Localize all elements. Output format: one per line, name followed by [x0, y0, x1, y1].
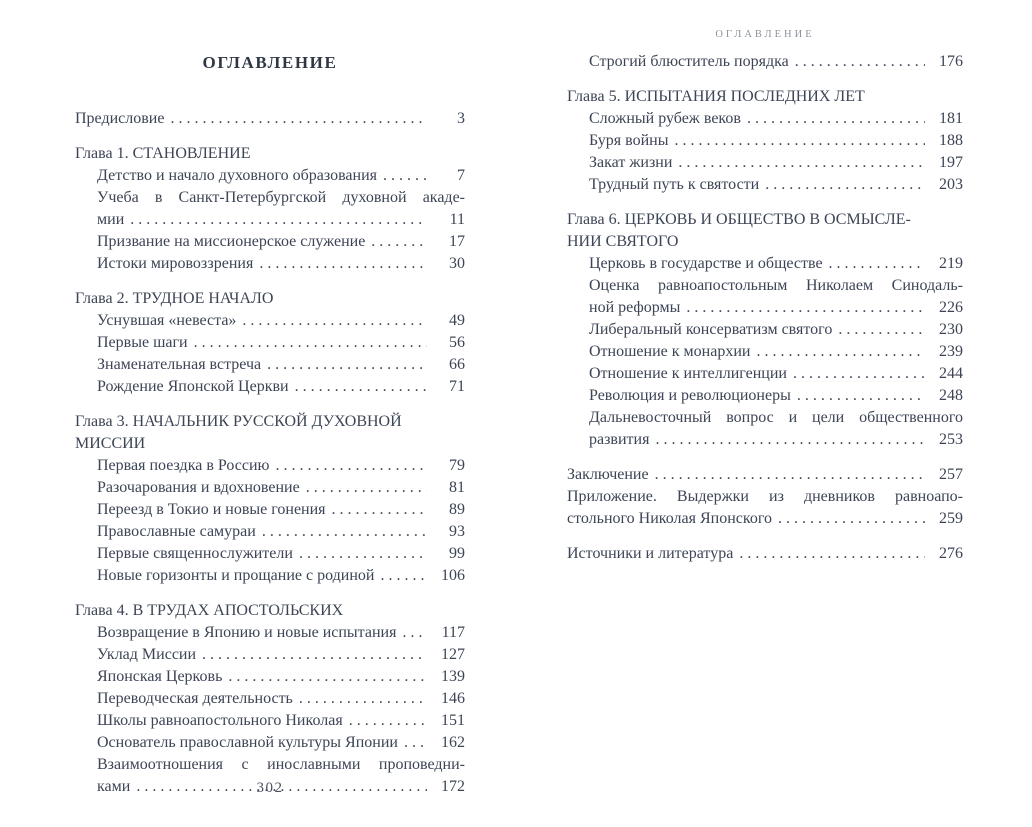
toc-entry [75, 688, 465, 710]
entry-label: Предисловие [75, 110, 165, 127]
page-number: 66 [449, 356, 465, 373]
left-page [75, 52, 465, 798]
entry-label: Истоки мировоззрения [97, 255, 254, 272]
entry-row [97, 644, 465, 666]
page-number: 93 [449, 523, 465, 540]
toc-entry [567, 253, 963, 275]
page-number: 226 [939, 299, 963, 316]
page-number: 219 [939, 255, 963, 272]
dot-leader [371, 231, 427, 253]
entry-label: ками [97, 778, 131, 795]
chapter-heading: Глава 4. В ТРУДАХ АПОСТОЛЬСКИХ [75, 602, 344, 619]
chapter-heading: Глава 1. СТАНОВЛЕНИЕ [75, 145, 251, 162]
entry-row [97, 477, 465, 499]
entry-label: Уклад Миссии [97, 646, 197, 663]
toc-entry [75, 332, 465, 354]
entry-row [589, 51, 963, 73]
entry-row [97, 622, 465, 644]
toc-entry [567, 174, 963, 196]
toc-entry [567, 130, 963, 152]
entry-row [97, 310, 465, 332]
entry-label: Учеба в Санкт-Петербургской духовной акаде- [97, 189, 465, 206]
entry-label: Новые горизонты и прощание с родиной [97, 567, 375, 584]
page-number: 239 [939, 343, 963, 360]
dot-leader [299, 688, 427, 710]
entry-label: Переезд в Токио и новые гонения [97, 501, 326, 518]
entry-row [589, 253, 963, 275]
entry-label: Православные самураи [97, 523, 256, 540]
dot-leader [332, 499, 427, 521]
toc-entry [75, 376, 465, 398]
dot-leader [242, 310, 427, 332]
entry-row [97, 231, 465, 253]
page-number: 146 [441, 690, 465, 707]
toc-entry [75, 710, 465, 732]
toc-entry [75, 543, 465, 565]
dot-leader [276, 455, 428, 477]
dot-leader [130, 209, 427, 231]
entry-label: Взаимоотношения с инославными проповедни- [97, 756, 465, 773]
entry-row [97, 732, 465, 754]
page-number: 276 [939, 545, 963, 562]
entry-row [567, 508, 963, 530]
toc-block [567, 464, 963, 530]
entry-label: Первые священнослужители [97, 545, 293, 562]
entry-row [589, 341, 963, 363]
entry-row [97, 543, 465, 565]
toc-entry [567, 319, 963, 341]
dot-leader [739, 543, 925, 565]
entry-row [97, 376, 465, 398]
dot-leader [262, 521, 427, 543]
toc-block [567, 209, 963, 451]
page-number: 117 [441, 624, 465, 641]
entry-row [589, 429, 963, 451]
toc-entry [567, 152, 963, 174]
chapter-heading: МИССИИ [75, 435, 146, 452]
dot-leader [674, 130, 925, 152]
page-number: 11 [449, 211, 465, 228]
entry-row [97, 499, 465, 521]
entry-label: Дальневосточный вопрос и цели общественного [589, 409, 963, 426]
dot-leader [402, 622, 427, 644]
entry-label: развития [589, 431, 650, 448]
left-page-toc-blocks [75, 108, 465, 798]
entry-label: Церковь в государстве и обществе [589, 255, 823, 272]
entry-label: Первая поездка в Россию [97, 457, 270, 474]
entry-label: Отношение к монархии [589, 343, 751, 360]
entry-label: Либеральный консерватизм святого [589, 321, 833, 338]
entry-label: Призвание на миссионерское служение [97, 233, 366, 250]
dot-leader [404, 732, 427, 754]
toc-entry [75, 231, 465, 253]
entry-label: Сложный рубеж веков [589, 110, 741, 127]
chapter-heading: Глава 6. ЦЕРКОВЬ И ОБЩЕСТВО В ОСМЫСЛЕ- [567, 211, 911, 228]
entry-row [97, 710, 465, 732]
toc-entry [567, 275, 963, 319]
toc-entry [75, 108, 465, 130]
dot-leader [756, 341, 925, 363]
entry-label: Рождение Японской Церкви [97, 378, 289, 395]
dot-leader [295, 376, 427, 398]
page-number: 17 [449, 233, 465, 250]
entry-label: Знаменательная встреча [97, 356, 262, 373]
toc-entry [567, 486, 963, 530]
right-page [567, 28, 963, 565]
dot-leader [228, 666, 427, 688]
entry-label: Переводческая деятельность [97, 690, 293, 707]
entry-label: Трудный путь к святости [589, 176, 760, 193]
page-number: 127 [441, 646, 465, 663]
entry-row [97, 666, 465, 688]
entry-label: Возвращение в Японию и новые испытания [97, 624, 397, 641]
toc-entry [567, 363, 963, 385]
toc-entry [75, 732, 465, 754]
entry-row [589, 363, 963, 385]
entry-row [97, 565, 465, 587]
chapter-heading: Глава 3. НАЧАЛЬНИК РУССКОЙ ДУХОВНОЙ [75, 413, 402, 430]
entry-row [97, 455, 465, 477]
dot-leader [267, 354, 427, 376]
entry-row [97, 521, 465, 543]
toc-block [567, 86, 963, 196]
page-number: 79 [449, 457, 465, 474]
toc-block [75, 143, 465, 275]
toc-block [75, 600, 465, 798]
toc-block [567, 543, 963, 565]
toc-entry [75, 499, 465, 521]
right-page-toc-blocks [567, 51, 963, 565]
toc-entry [75, 521, 465, 543]
chapter-heading: Глава 2. ТРУДНОЕ НАЧАЛО [75, 290, 274, 307]
page-number: 197 [939, 154, 963, 171]
page-number: 172 [441, 778, 465, 795]
entry-label: Разочарования и вдохновение [97, 479, 300, 496]
entry-label: ной реформы [589, 299, 681, 316]
toc-block [75, 108, 465, 130]
page-number: 257 [939, 466, 963, 483]
entry-row [589, 297, 963, 319]
toc-entry [75, 622, 465, 644]
entry-label: Основатель православной культуры Японии [97, 734, 398, 751]
page-number: 162 [441, 734, 465, 751]
dot-leader [380, 565, 427, 587]
toc-entry [75, 455, 465, 477]
entry-label: Японская Церковь [97, 668, 223, 685]
entry-row [97, 165, 465, 187]
toc-entry [567, 108, 963, 130]
toc-entry [75, 477, 465, 499]
page-number: 3 [457, 110, 465, 127]
page-number: 106 [441, 567, 465, 584]
entry-label: Источники и литература [567, 545, 734, 562]
entry-row [97, 209, 465, 231]
dot-leader [383, 165, 427, 187]
chapter-heading: НИИ СВЯТОГО [567, 233, 679, 250]
entry-row [97, 332, 465, 354]
toc-entry [75, 310, 465, 332]
entry-row [97, 688, 465, 710]
folio-page-number: 302 [256, 780, 284, 796]
page-number: 244 [939, 365, 963, 382]
toc-entry [567, 385, 963, 407]
toc-block [75, 411, 465, 587]
dot-leader [829, 253, 925, 275]
toc-entry [75, 253, 465, 275]
dot-leader [655, 429, 925, 451]
entry-row [589, 319, 963, 341]
entry-label: Революция и революционеры [589, 387, 791, 404]
dot-leader [686, 297, 925, 319]
dot-leader [349, 710, 427, 732]
dot-leader [838, 319, 925, 341]
dot-leader [306, 477, 427, 499]
entry-row [589, 130, 963, 152]
entry-label: Детство и начало духовного образования [97, 167, 378, 184]
entry-row [589, 174, 963, 196]
toc-entry [75, 644, 465, 666]
toc-entry [75, 354, 465, 376]
entry-row [567, 464, 963, 486]
toc-entry [567, 51, 963, 73]
page-number: 7 [457, 167, 465, 184]
toc-entry [567, 464, 963, 486]
dot-leader [299, 543, 427, 565]
entry-label: стольного Николая Японского [567, 510, 773, 527]
page-number: 81 [449, 479, 465, 496]
page-number: 139 [441, 668, 465, 685]
toc-block [75, 288, 465, 398]
page-number: 71 [449, 378, 465, 395]
entry-row [75, 108, 465, 130]
dot-leader [202, 644, 427, 666]
page-number: 151 [441, 712, 465, 729]
entry-label: Школы равноапостольного Николая [97, 712, 343, 729]
page-number: 56 [449, 334, 465, 351]
page-number: 248 [939, 387, 963, 404]
page-number: 253 [939, 431, 963, 448]
page-number: 230 [939, 321, 963, 338]
entry-label: Буря войны [589, 132, 669, 149]
toc-entry [75, 187, 465, 231]
entry-label: Приложение. Выдержки из дневников равноапо- [567, 488, 963, 505]
dot-leader [778, 508, 925, 530]
entry-label: Оценка равноапостольным Николаем Синодаль- [589, 277, 963, 294]
toc-entry [567, 341, 963, 363]
dot-leader [793, 363, 925, 385]
page-number: 176 [939, 53, 963, 70]
page-number: 99 [449, 545, 465, 562]
dot-leader [765, 174, 925, 196]
dot-leader [259, 253, 427, 275]
dot-leader [678, 152, 925, 174]
entry-row [97, 354, 465, 376]
entry-label: Строгий блюститель порядка [589, 53, 789, 70]
entry-label: Отношение к интеллигенции [589, 365, 787, 382]
entry-row [97, 253, 465, 275]
dot-leader [795, 51, 925, 73]
entry-row [589, 152, 963, 174]
dot-leader [170, 108, 427, 130]
entry-row [589, 385, 963, 407]
page-number: 30 [449, 255, 465, 272]
dot-leader [797, 385, 925, 407]
page-number: 89 [449, 501, 465, 518]
entry-row [589, 108, 963, 130]
entry-label: Закат жизни [589, 154, 673, 171]
toc-entry [567, 543, 963, 565]
entry-row [567, 543, 963, 565]
entry-label: Первые шаги [97, 334, 188, 351]
toc-entry [75, 666, 465, 688]
page-number: 203 [939, 176, 963, 193]
page-number: 181 [939, 110, 963, 127]
toc-entry [567, 407, 963, 451]
page-number: 49 [449, 312, 465, 329]
entry-label: Заключение [567, 466, 649, 483]
dot-leader [655, 464, 925, 486]
entry-label: мии [97, 211, 125, 228]
dot-leader [194, 332, 427, 354]
toc-block [567, 51, 963, 73]
running-header: ОГЛАВЛЕНИЕ [715, 29, 815, 40]
toc-title: ОГЛАВЛЕНИЕ [202, 53, 338, 72]
page-number: 259 [939, 510, 963, 527]
dot-leader [747, 108, 925, 130]
entry-label: Уснувшая «невеста» [97, 312, 237, 329]
toc-entry [75, 165, 465, 187]
toc-entry [75, 565, 465, 587]
page-number: 188 [939, 132, 963, 149]
chapter-heading: Глава 5. ИСПЫТАНИЯ ПОСЛЕДНИХ ЛЕТ [567, 88, 865, 105]
